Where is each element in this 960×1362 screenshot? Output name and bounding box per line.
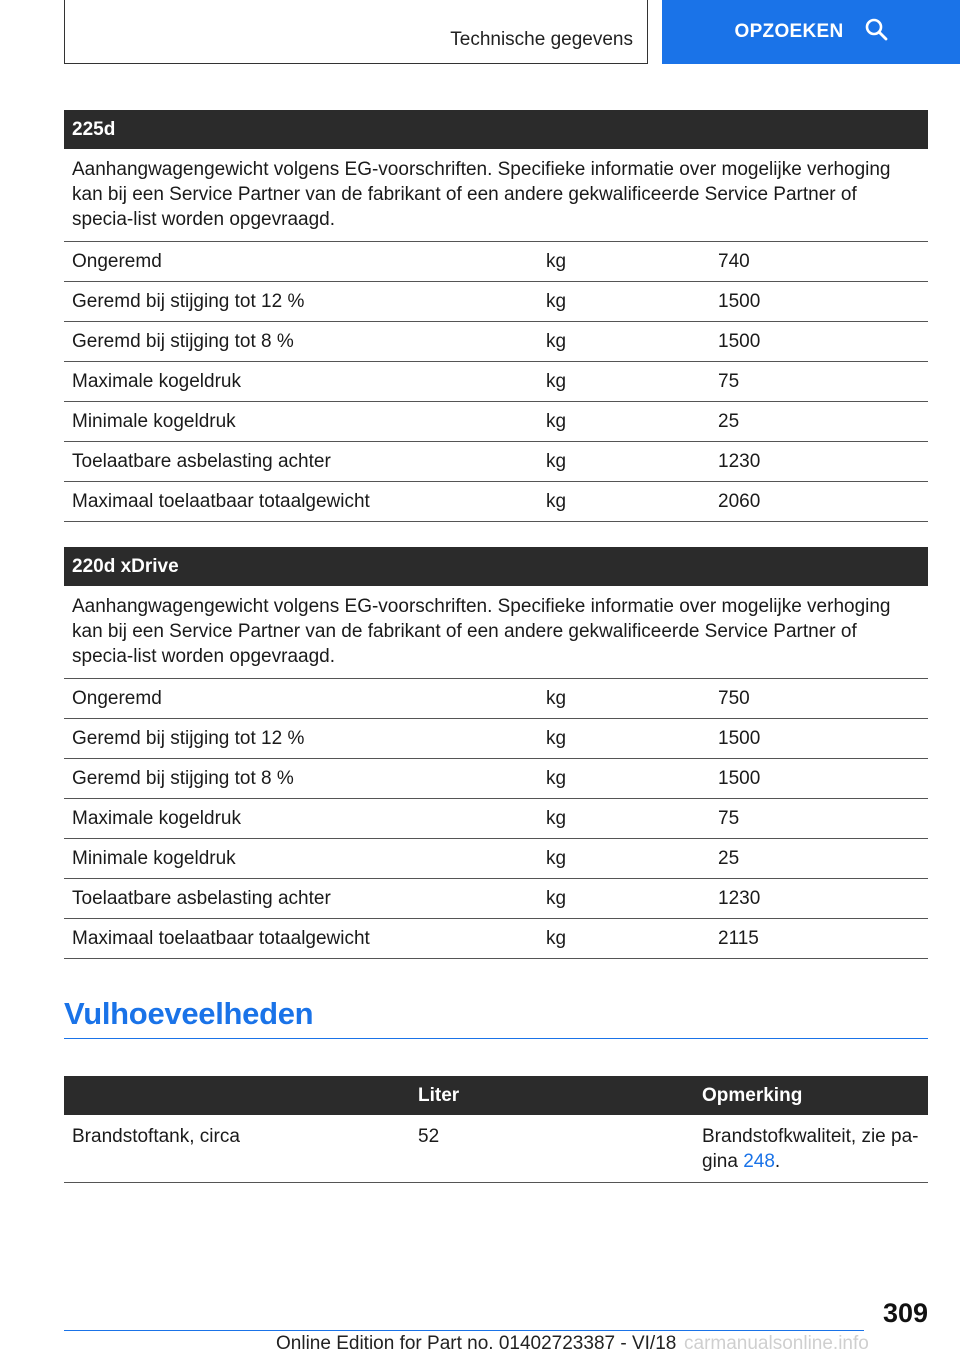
fluids-table [64, 1076, 928, 1183]
section-title-vulhoeveelheden: Vulhoeveelheden [64, 996, 928, 1039]
row-unit: kg [538, 879, 710, 919]
footer-divider [64, 1330, 864, 1331]
table-row [64, 799, 928, 839]
row-label: Maximaal toelaatbaar totaalgewicht [64, 482, 538, 522]
table-row [64, 839, 928, 879]
fluids-remark-end: . [774, 1151, 781, 1172]
fluids-remark-text: Brandstofkwaliteit, zie pa-gina [702, 1126, 919, 1172]
table-model-header: 220d xDrive [64, 547, 928, 586]
row-unit: kg [538, 322, 710, 362]
watermark: carmanualsonline.info [684, 1333, 869, 1354]
row-label: Ongeremd [64, 679, 538, 719]
table-note: Aanhangwagengewicht volgens EG-voorschriften. Specifieke informatie over mogelijke verhoging kan bij een Service Partner van de fabrikant of een andere gekwalificeerde Service Partner of specia-list worden opgevraagd. [64, 586, 928, 679]
table-row [64, 679, 928, 719]
table-row [64, 482, 928, 522]
header-section-title: Technische gegevens [450, 29, 633, 50]
header-section-tab[interactable] [64, 0, 648, 64]
row-label: Geremd bij stijging tot 12 % [64, 282, 538, 322]
table-row [64, 879, 928, 919]
row-unit: kg [538, 482, 710, 522]
search-icon [864, 17, 888, 47]
row-value: 75 [710, 362, 928, 402]
row-label: Maximale kogeldruk [64, 799, 538, 839]
table-row [64, 282, 928, 322]
table-row [64, 1115, 928, 1183]
row-unit: kg [538, 799, 710, 839]
row-value: 1500 [710, 719, 928, 759]
row-unit: kg [538, 679, 710, 719]
table-row [64, 759, 928, 799]
fluids-header-liter: Liter [410, 1076, 694, 1115]
row-value: 25 [710, 402, 928, 442]
row-value: 1230 [710, 442, 928, 482]
table-row [64, 402, 928, 442]
row-value: 25 [710, 839, 928, 879]
row-unit: kg [538, 719, 710, 759]
table-row [64, 719, 928, 759]
row-label: Toelaatbare asbelasting achter [64, 442, 538, 482]
row-label: Geremd bij stijging tot 8 % [64, 759, 538, 799]
row-unit: kg [538, 919, 710, 959]
row-unit: kg [538, 442, 710, 482]
row-value: 1500 [710, 282, 928, 322]
row-label: Minimale kogeldruk [64, 839, 538, 879]
table-row [64, 442, 928, 482]
row-value: 1230 [710, 879, 928, 919]
row-value: 2115 [710, 919, 928, 959]
row-label: Minimale kogeldruk [64, 402, 538, 442]
fluids-liter: 52 [410, 1115, 694, 1183]
row-value: 740 [710, 242, 928, 282]
fluids-remark [694, 1115, 928, 1183]
row-label: Maximale kogeldruk [64, 362, 538, 402]
row-value: 1500 [710, 759, 928, 799]
row-unit: kg [538, 839, 710, 879]
row-unit: kg [538, 402, 710, 442]
row-value: 750 [710, 679, 928, 719]
fluids-item: Brandstoftank, circa [64, 1115, 410, 1183]
spec-table-225d [64, 110, 928, 522]
page-number: 309 [882, 1298, 928, 1328]
row-label: Maximaal toelaatbaar totaalgewicht [64, 919, 538, 959]
row-unit: kg [538, 282, 710, 322]
search-button[interactable] [662, 0, 960, 64]
row-value: 2060 [710, 482, 928, 522]
fluids-header-remark: Opmerking [694, 1076, 928, 1115]
row-value: 75 [710, 799, 928, 839]
row-unit: kg [538, 759, 710, 799]
table-model-header: 225d [64, 110, 928, 149]
table-row [64, 919, 928, 959]
row-value: 1500 [710, 322, 928, 362]
table-note: Aanhangwagengewicht volgens EG-voorschriften. Specifieke informatie over mogelijke verhoging kan bij een Service Partner van de fabrikant of een andere gekwalificeerde Service Partner of specia-list worden opgevraagd. [64, 149, 928, 242]
search-button-label: OPZOEKEN [734, 21, 844, 42]
row-unit: kg [538, 242, 710, 282]
table-row [64, 322, 928, 362]
spec-table-220d-xdrive [64, 547, 928, 959]
row-label: Geremd bij stijging tot 8 % [64, 322, 538, 362]
row-label: Ongeremd [64, 242, 538, 282]
row-unit: kg [538, 362, 710, 402]
table-row [64, 242, 928, 282]
footer-edition: Online Edition for Part no. 01402723387 - VI/18 [276, 1333, 677, 1354]
fluids-header-empty [64, 1076, 410, 1115]
page-reference-link[interactable]: 248 [743, 1151, 775, 1172]
table-row [64, 362, 928, 402]
row-label: Geremd bij stijging tot 12 % [64, 719, 538, 759]
row-label: Toelaatbare asbelasting achter [64, 879, 538, 919]
